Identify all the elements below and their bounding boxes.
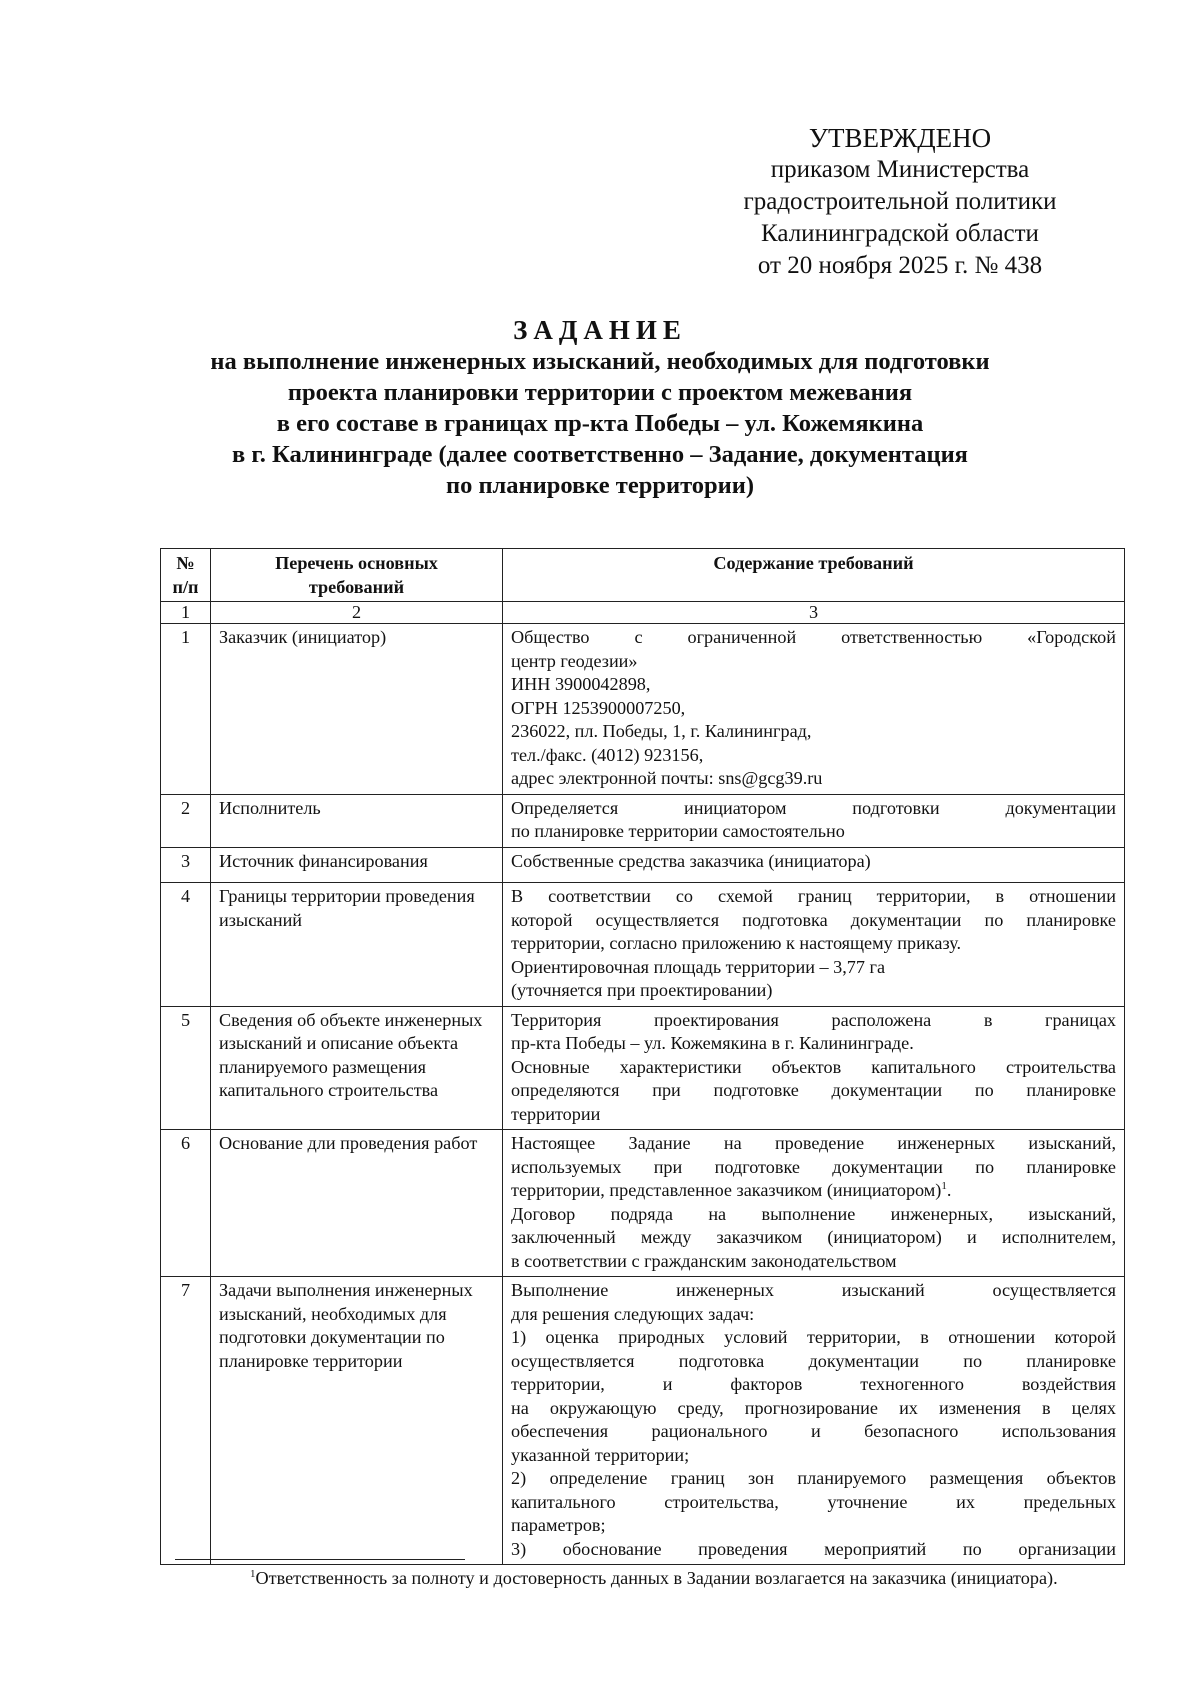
footnote-reference-line: территории, представленное заказчиком (инициатором)$^1$.: [511, 1179, 952, 1200]
row-number: 6: [161, 1130, 211, 1277]
footnote-text: Ответственность за полноту и достоверность данных в Задании возлагается на заказчика (инициатора).: [255, 1568, 1058, 1588]
approval-line: приказом Министерства: [770, 156, 1030, 183]
index-cell: 1: [161, 602, 211, 624]
footnote-mark: 1: [250, 1567, 256, 1580]
requirements-table: [160, 548, 1125, 1565]
footnote-divider: [175, 1559, 465, 1560]
footnote: [250, 1566, 1150, 1590]
row-content: Выполнение инженерных изысканий осуществляется для решения следующих задач: 1) оценка природных условий территории, в отношении которой осуществляется подготовка документации по планировке территории, и факторов техногенного воздействия на окружающую среду, прогнозирование их изменения в целях обеспечения рационального и безопасного использования указанной территории; 2) определение границ зон планируемого размещения объектов капитального строительства, уточнение их предельных параметров; 3) обоснование проведения мероприятий по организации: [503, 1277, 1125, 1565]
row-content: Территория проектирования расположена в границах пр-кта Победы – ул. Кожемякина в г. Калининграде. Основные характеристики объектов капитального строительства определяются при подготовке документации по планировке территории: [503, 1006, 1125, 1130]
row-number: 2: [161, 794, 211, 847]
approval-line: Калининградской области: [761, 220, 1039, 247]
row-requirement: Исполнитель: [211, 794, 503, 847]
row-content: Собственные средства заказчика (инициатора): [503, 847, 1125, 883]
header-requirements-list: Перечень основных требований: [211, 549, 503, 602]
row-content: Общество с ограниченной ответственностью «Городской центр геодезии» ИНН 3900042898, ОГРН 1253900007250, 236022, пл. Победы, 1, г. Калининград, тел./факс. (4012) 923156, адрес электронной почты: sns@gcg39.ru: [503, 624, 1125, 795]
row-requirement: Сведения об объекте инженерных изысканий и описание объекта планируемого размещения капитального строительства: [211, 1006, 503, 1130]
table-row: [161, 624, 1125, 795]
table-row: [161, 1006, 1125, 1130]
row-number: 3: [161, 847, 211, 883]
table-header-row: [161, 549, 1125, 602]
table-row: [161, 1130, 1125, 1277]
table-row: [161, 1277, 1125, 1565]
document-subtitle-line: в г. Калининграде (далее соответственно – Задание, документация: [232, 441, 968, 468]
row-content: В соответствии со схемой границ территории, в отношении которой осуществляется подготовка документации по планировке территории, согласно приложению к настоящему приказу. Ориентировочная площадь территории – 3,77 га (уточняется при проектировании): [503, 883, 1125, 1007]
footnote-reference: 1: [941, 1179, 947, 1192]
row-requirement: Границы территории проведения изысканий: [211, 883, 503, 1007]
table-row: [161, 883, 1125, 1007]
row-number: 5: [161, 1006, 211, 1130]
index-cell: 2: [211, 602, 503, 624]
row-number: 4: [161, 883, 211, 1007]
row-requirement: Источник финансирования: [211, 847, 503, 883]
index-cell: 3: [503, 602, 1125, 624]
approval-stamp: [700, 122, 1100, 282]
row-requirement: Заказчик (инициатор): [211, 624, 503, 795]
document-subtitle-line: на выполнение инженерных изысканий, необходимых для подготовки: [210, 348, 990, 375]
row-number: 7: [161, 1277, 211, 1565]
document-heading: [160, 315, 1040, 501]
approval-title: УТВЕРЖДЕНО: [808, 123, 992, 153]
header-number: № п/п: [161, 549, 211, 602]
document-title: ЗАДАНИЕ: [513, 315, 687, 345]
table-row: [161, 794, 1125, 847]
approval-line: от 20 ноября 2025 г. № 438: [757, 252, 1043, 279]
row-number: 1: [161, 624, 211, 795]
document-subtitle-line: по планировке территории): [445, 472, 755, 499]
row-requirement: Задачи выполнения инженерных изысканий, необходимых для подготовки документации по планировке территории: [211, 1277, 503, 1565]
row-content: Определяется инициатором подготовки документации по планировке территории самостоятельно: [503, 794, 1125, 847]
table-row: [161, 847, 1125, 883]
table-index-row: [161, 602, 1125, 624]
row-content: Настоящее Задание на проведение инженерных изысканий, используемых при подготовке документации по планировке территории, представленное заказчиком (инициатором)$^1$. Договор подряда на выполнение инженерных, изысканий, заключенный между заказчиком (инициатором) и исполнителем, в соответствии с гражданским законодательством: [503, 1130, 1125, 1277]
header-requirements-content: Содержание требований: [503, 549, 1125, 602]
document-subtitle-line: проекта планировки территории с проектом межевания: [287, 379, 913, 406]
approval-line: градостроительной политики: [743, 188, 1057, 215]
document-subtitle-line: в его составе в границах пр-кта Победы – ул. Кожемякина: [276, 410, 924, 437]
row-requirement: Основание дли проведения работ: [211, 1130, 503, 1277]
